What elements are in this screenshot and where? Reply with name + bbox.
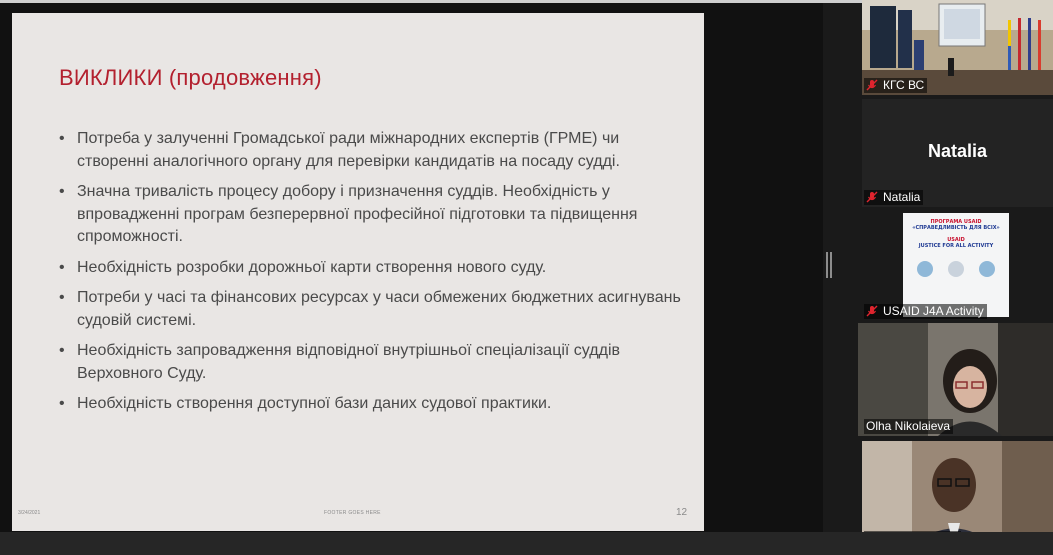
bullet-dot: • [59,183,65,200]
muted-mic-icon [866,79,878,91]
presentation-slide [12,13,704,531]
bullet-item [59,287,689,332]
logo-text: USAID [947,237,965,243]
bullet-item [59,257,689,280]
bullet-dot: • [59,258,65,276]
bullet-item [59,181,689,249]
bullet-text: Потреби у часі та фінансових ресурсах у часи обмежених бюджетних асигнувань судовій системі. [77,289,681,329]
logo-text: ПРОГРАМА USAID [930,219,982,225]
logo-illustration-icon [903,249,1009,289]
panel-resize-handle[interactable] [826,252,832,278]
participant-name-label: Natalia [864,190,923,205]
participant-tile[interactable] [862,99,1053,207]
participant-tile[interactable] [862,213,1053,321]
bullet-item [59,128,689,173]
muted-mic-icon [866,191,878,203]
slide-title: ВИКЛИКИ (продовження) [59,65,322,90]
bullet-list [59,128,689,424]
bullet-dot: • [59,395,65,412]
participant-name-label: КГС ВС [864,78,927,93]
usaid-logo-card [903,213,1009,317]
screen-share-area [0,3,823,532]
bottom-bar [0,532,1053,555]
slide-footer-date: 3/24/2021 [18,510,41,516]
participant-name-label: Olha Nikolaieva [864,419,953,434]
logo-text: JUSTICE FOR ALL ACTIVITY [918,243,994,249]
logo-text: «СПРАВЕДЛИВІСТЬ ДЛЯ ВСІХ» [912,225,1000,231]
bullet-text: Необхідність розробки дорожньої карти створення нового суду. [77,258,547,276]
participant-name-label: USAID J4A Activity [864,304,987,319]
bullet-dot: • [59,130,65,147]
bullet-dot: • [59,289,65,306]
bullet-text: Значна тривалість процесу добору і призначення суддів. Необхідність у впровадженні програм безперервної професійної підготовки та підвищення спроможності. [77,183,638,245]
participant-tile[interactable] [858,323,1053,436]
slide-page-number: 12 [676,507,688,518]
participants-panel [862,0,1053,555]
muted-mic-icon [866,305,878,317]
bullet-text: Необхідність запровадження відповідної внутрішньої спеціалізації суддів Верховного Суду. [77,342,620,382]
bullet-text: Необхідність створення доступної бази даних судової практики. [77,395,552,412]
bullet-text: Потреба у залученні Громадської ради міжнародних експертів (ГРМЕ) чи створенні аналогічного органу для перевірки кандидатів на посаду судді. [77,130,620,170]
bullet-dot: • [59,342,65,359]
participant-display-name: Natalia [927,141,988,161]
bullet-item [59,393,689,416]
slide-footer-text: FOOTER GOES HERE [324,510,381,516]
bullet-item [59,340,689,385]
participant-tile[interactable] [862,0,1053,95]
